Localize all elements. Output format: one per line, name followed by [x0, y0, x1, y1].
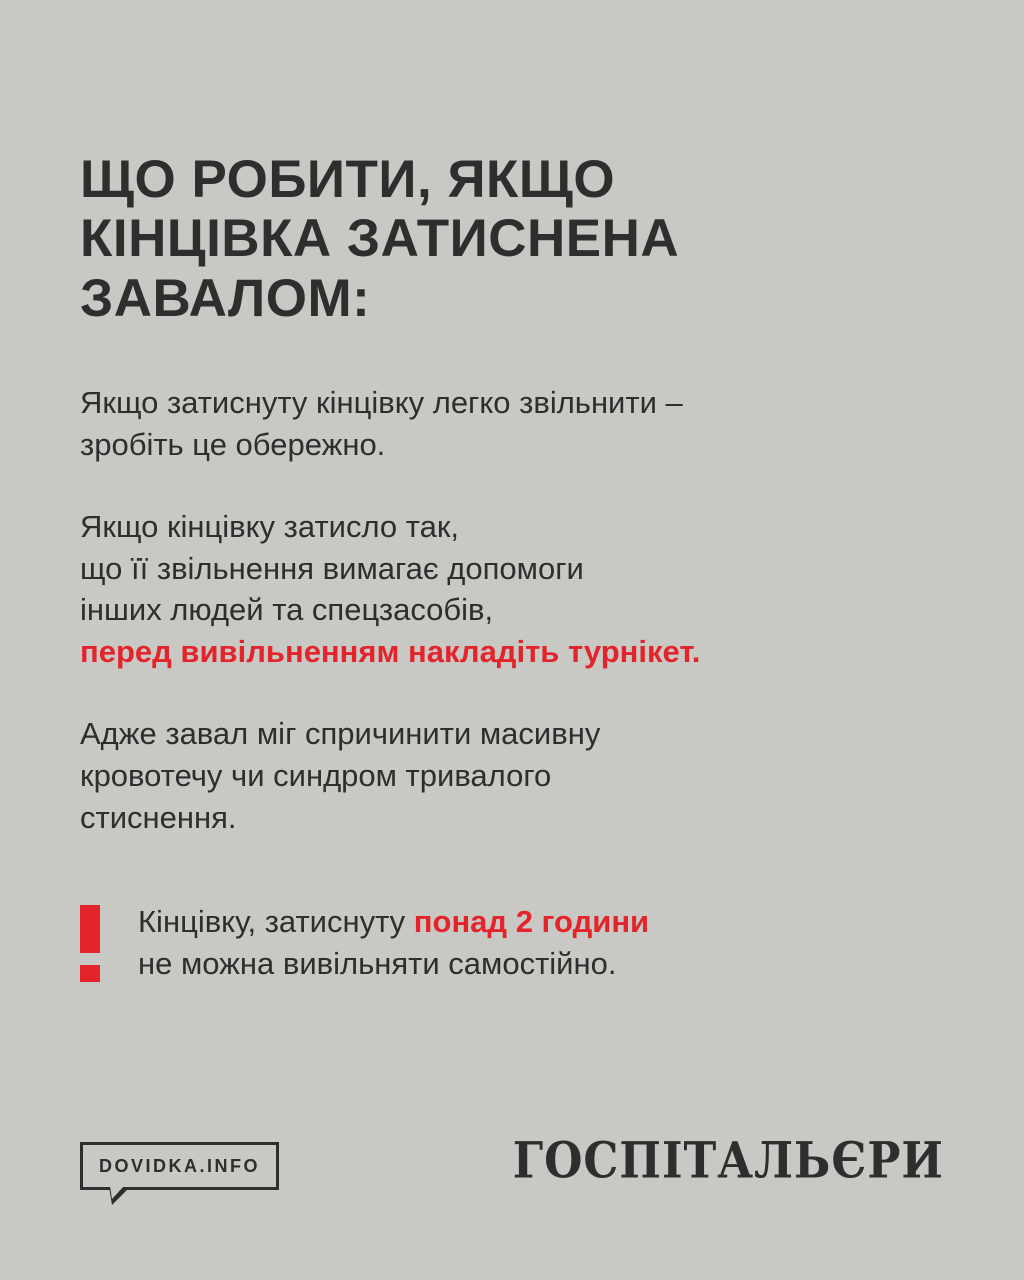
warning-line-2: не можна вивільняти самостійно.	[138, 945, 617, 981]
warning-line-1-accent: понад 2 години	[413, 903, 650, 939]
paragraph-3	[80, 713, 940, 839]
source-logo-label: DOVIDKA.INFO	[99, 1156, 261, 1176]
paragraph-1-line-2: зробіть це обережно.	[80, 426, 386, 462]
paragraph-3-line-3: стиснення.	[80, 799, 237, 835]
paragraph-2-line-3: інших людей та спецзасобів,	[80, 592, 494, 628]
page-title-line-1: ЩО РОБИТИ, ЯКЩО	[80, 150, 616, 209]
paragraph-1	[80, 382, 940, 466]
page-title	[80, 150, 880, 328]
brand-logo: ГОСПІТАЛЬЄРИ	[512, 1132, 944, 1190]
paragraph-1-line-1: Якщо затиснуту кінцівку легко звільнити –	[80, 385, 683, 421]
paragraph-2-line-1: Якщо кінцівку затисло так,	[80, 508, 460, 544]
exclamation-bar	[80, 905, 100, 953]
warning-text	[138, 901, 649, 985]
warning-line-1	[138, 901, 649, 943]
exclamation-dot	[80, 965, 100, 982]
page-title-line-3: ЗАВАЛОМ:	[80, 268, 371, 328]
paragraph-2-accent-line: перед вивільненням накладіть турнікет.	[80, 634, 701, 670]
page-title-line-2: КІНЦІВКА ЗАТИСНЕНА	[80, 209, 680, 269]
speech-bubble-tail-inner-icon	[110, 1186, 124, 1199]
paragraph-2-line-2: що її звільнення вимагає допомоги	[80, 550, 584, 586]
exclamation-mark-icon	[80, 905, 100, 981]
paragraph-3-line-2: кровотечу чи синдром тривалого	[80, 757, 552, 793]
paragraph-3-line-1: Адже завал міг спричинити масивну	[80, 716, 601, 752]
footer	[80, 1132, 944, 1190]
warning-line-1-prefix: Кінцівку, затиснуту	[138, 903, 414, 939]
warning-callout	[80, 901, 944, 985]
paragraph-2	[80, 506, 940, 673]
source-logo[interactable]	[80, 1142, 279, 1190]
